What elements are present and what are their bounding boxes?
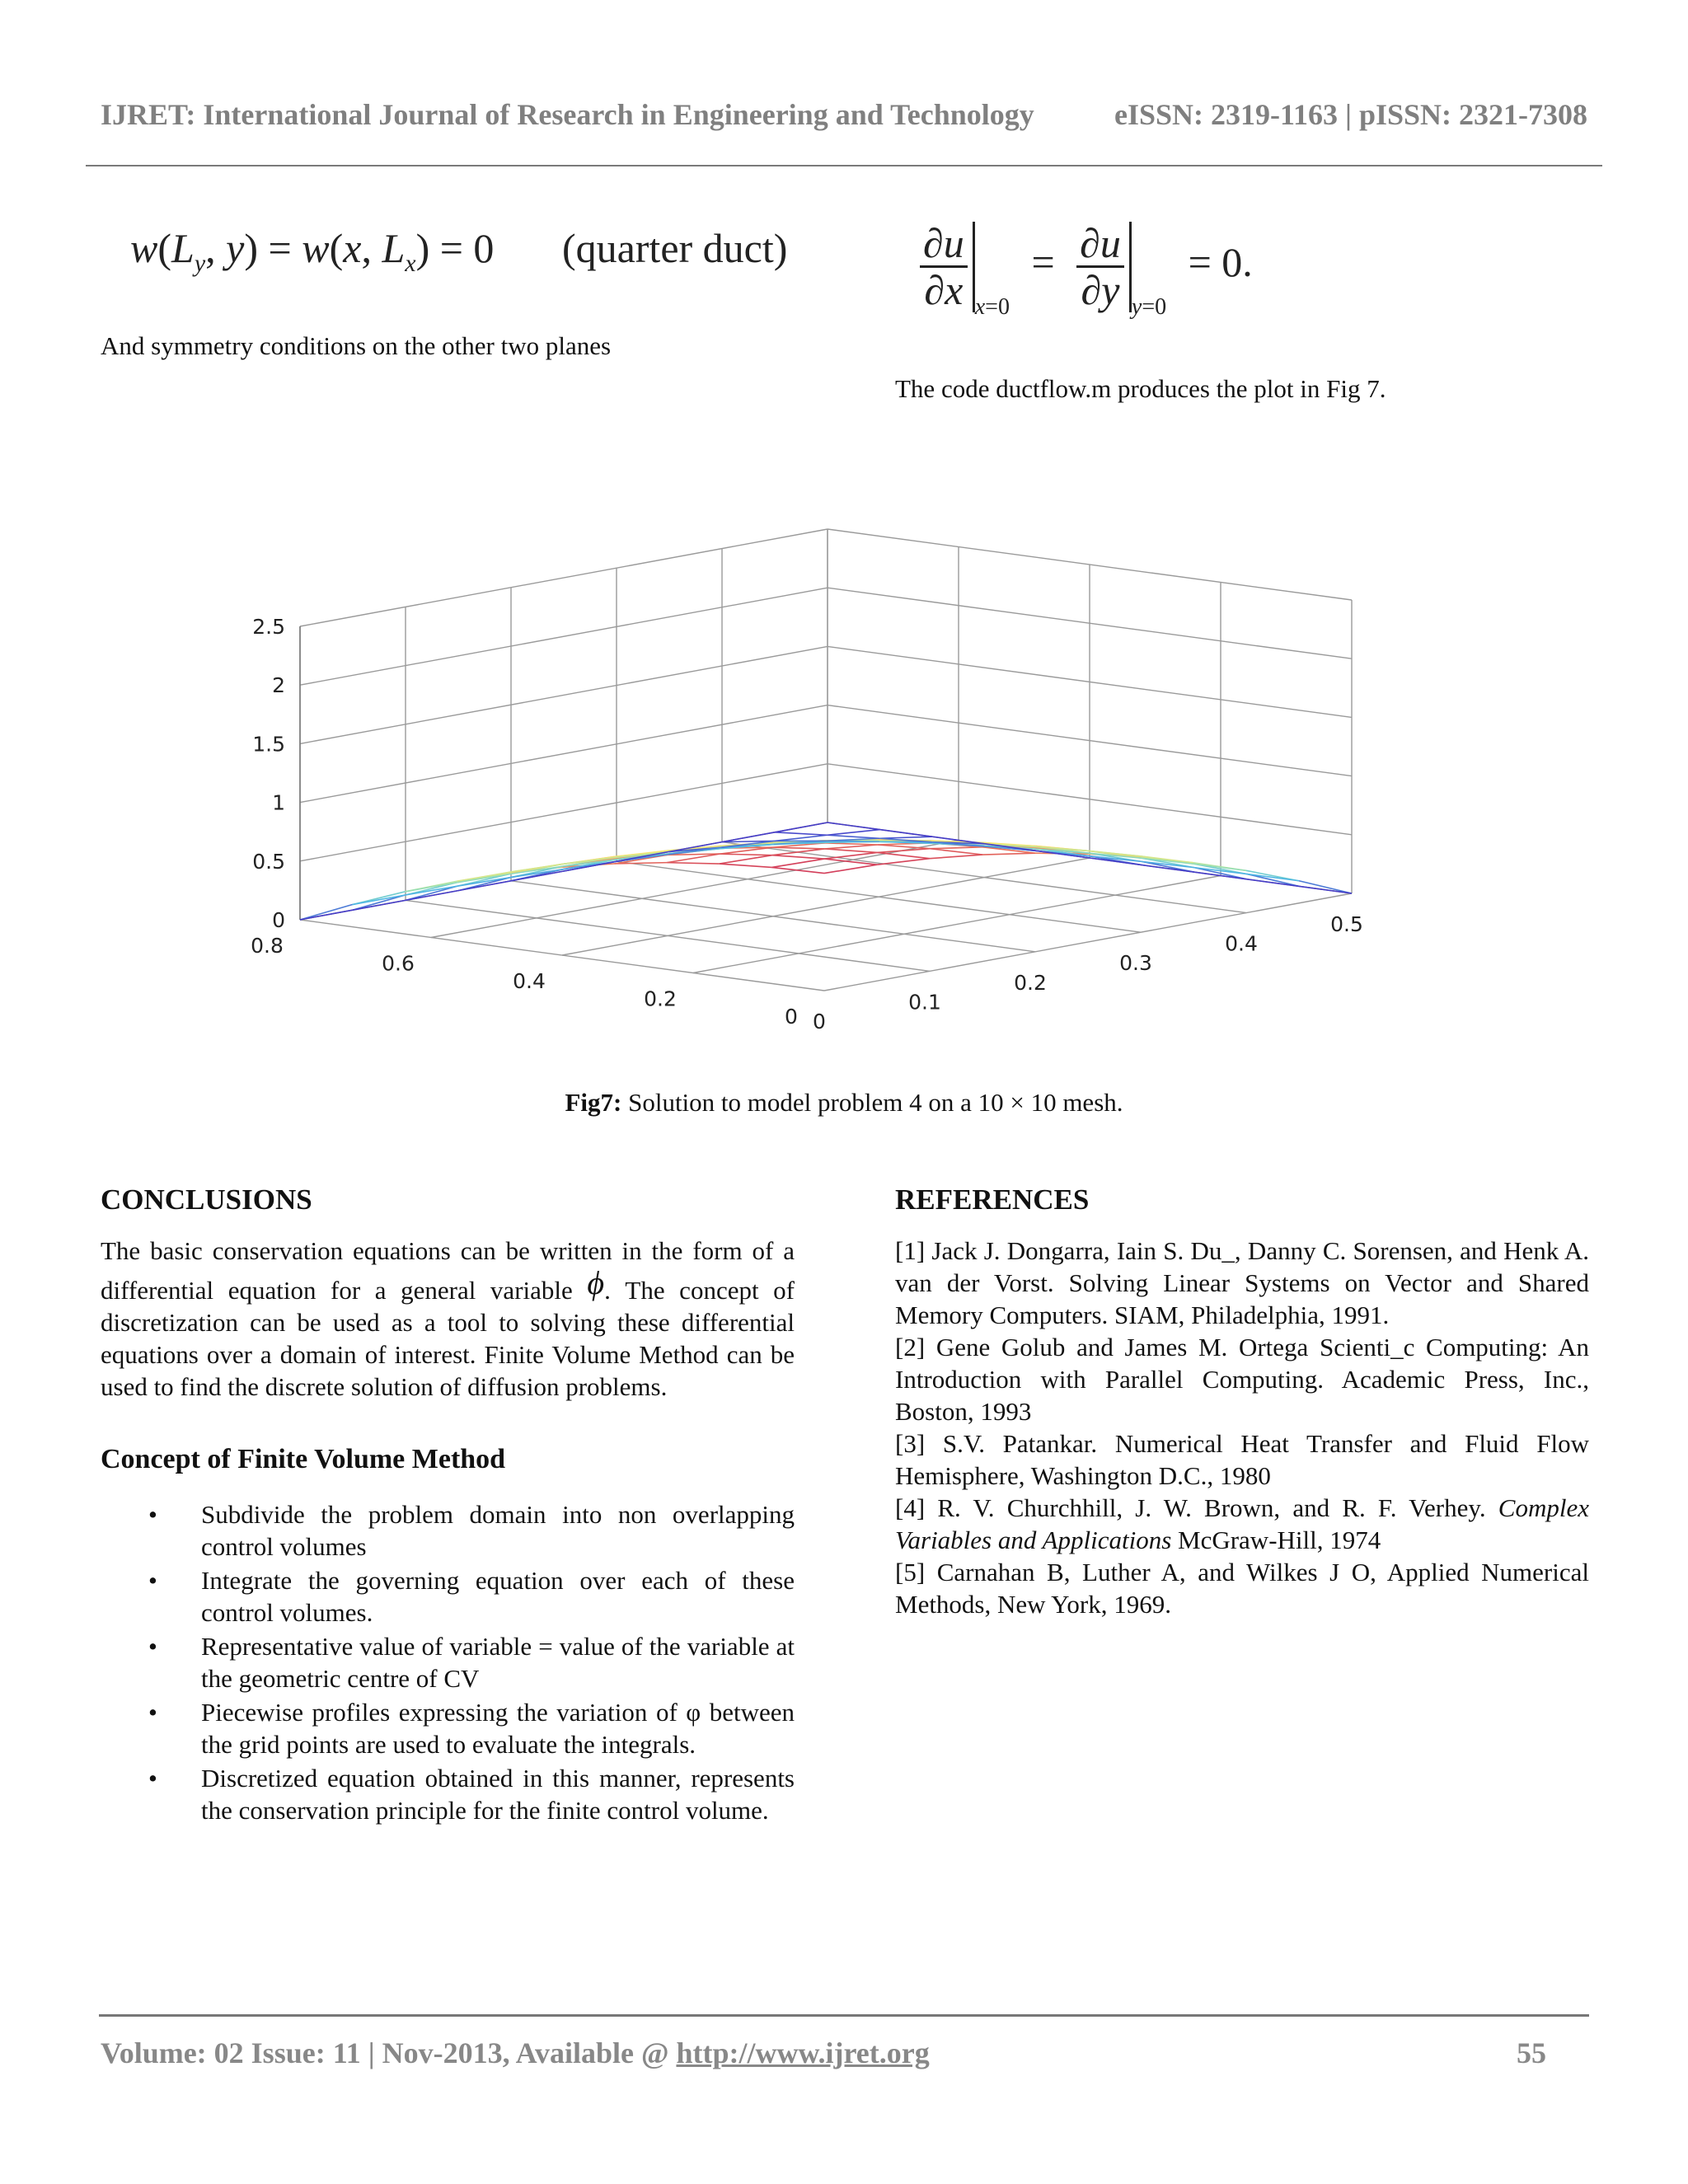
surface-mesh-line — [877, 849, 930, 853]
x-tick-label: 0.1 — [908, 990, 941, 1015]
caption-text: Solution to model problem 4 on a 10 × 10 mesh. — [621, 1088, 1123, 1117]
figure-7 — [251, 429, 1451, 1038]
header-divider — [86, 165, 1602, 166]
y-tick-label: 0 — [785, 1005, 798, 1029]
wall-grid-line — [300, 529, 828, 626]
x-tick-label: 0.4 — [1225, 931, 1258, 956]
conclusions-paragraph — [101, 1235, 795, 1403]
surface-mesh-line — [930, 847, 982, 849]
z-tick-label: 0.5 — [252, 849, 285, 874]
bullet-icon: • — [148, 1632, 157, 1661]
wall-grid-line — [300, 588, 828, 685]
surface-mesh-line — [667, 863, 720, 864]
y-tick-label: 0.4 — [513, 969, 546, 993]
surface-mesh-line — [879, 837, 932, 838]
surface-mesh-line — [930, 849, 982, 855]
surface-mesh-line — [880, 830, 933, 837]
phi-symbol: ϕ — [587, 1264, 605, 1301]
symmetry-paragraph: And symmetry conditions on the other two planes — [101, 331, 612, 360]
references-heading: REFERENCES — [895, 1183, 1090, 1216]
footer-divider — [99, 2014, 1589, 2017]
conclusions-text-1: The basic conservation equations can be written in the form of a differential equation for a general variable — [101, 1236, 795, 1305]
surface-mesh-line — [982, 853, 1035, 855]
reference-item: [3] S.V. Patankar. Numerical Heat Transfer and Fluid Flow Hemisphere, Washington D.C., 1980 — [895, 1429, 1589, 1490]
list-item: • Piecewise profiles expressing the variation of φ between the grid points are used to evaluate the integrals. — [148, 1698, 795, 1759]
x-tick-label: 0.2 — [1014, 970, 1047, 995]
surface-mesh-line — [458, 881, 511, 891]
floor-grid-line — [824, 893, 1352, 991]
surface-mesh-line — [828, 835, 880, 838]
z-tick-label: 1.5 — [252, 732, 285, 757]
reference-item: [2] Gene Golub and James M. Ortega Scienti_c Computing: An Introduction with Parallel Computing. Academic Press, Inc., Boston, 1993 — [895, 1333, 1589, 1426]
z-tick-label: 2.5 — [252, 615, 285, 639]
surface-mesh-line — [720, 854, 772, 855]
surface-mesh-line — [406, 891, 458, 901]
z-tick-label: 2 — [272, 673, 285, 698]
surface-mesh-line — [877, 859, 930, 865]
wall-grid-line — [300, 646, 828, 743]
bullet-icon: • — [148, 1698, 157, 1727]
list-item: • Representative value of variable = value of the variable at the geometric centre of CV — [148, 1632, 795, 1693]
surface-mesh-line — [720, 855, 772, 864]
x-tick-label: 0.3 — [1119, 951, 1152, 976]
page-footer — [101, 2036, 1546, 2070]
boundary-equation: $w(L_y$, y) = w(x, $L_x) = 0$ (quarter duct) — [130, 225, 788, 277]
surface-mesh-line — [775, 823, 828, 832]
surface-mesh-line — [775, 832, 828, 835]
issn-label: eISSN: 2319-1163 | pISSN: 2321-7308 — [1114, 98, 1587, 131]
z-tick-label: 1 — [272, 790, 285, 815]
concept-list — [101, 1498, 795, 1828]
bullet-icon: • — [148, 1566, 157, 1595]
surface-mesh-line — [772, 855, 825, 859]
reference-item: [1] Jack J. Dongarra, Iain S. Du_, Danny C. Sorensen, and Henk A. van der Vorst. Solving Linear Systems on Vector and Shared Memory Computers. SIAM, Philadelphia, 1991. — [895, 1236, 1589, 1329]
reference-item: [5] Carnahan B, Luther A, and Wilkes J O, Applied Numerical Methods, New York, 1969. — [895, 1558, 1589, 1619]
list-item: • Integrate the governing equation over each of these control volumes. — [148, 1566, 795, 1627]
x-tick-label: 0 — [813, 1010, 826, 1033]
y-tick-label: 0.6 — [382, 951, 415, 976]
caption-label: Fig7: — [565, 1088, 622, 1117]
y-tick-label: 0.8 — [251, 934, 284, 958]
volume-info: Volume: 02 Issue: 11 | Nov-2013, Available @ — [101, 2036, 677, 2069]
surface-mesh-line — [824, 865, 877, 873]
list-item: • Discretized equation obtained in this manner, represents the conservation principle for the finite control volume. — [148, 1764, 795, 1825]
concept-heading: Concept of Finite Volume Method — [101, 1444, 506, 1474]
reference-item: [4] R. V. Churchhill, J. W. Brown, and R. F. Verhey. Complex Variables and Applications McGraw-Hill, 1974 — [895, 1493, 1589, 1554]
conclusions-heading: CONCLUSIONS — [101, 1183, 312, 1216]
y-tick-label: 0.2 — [644, 987, 677, 1011]
list-item: • Subdivide the problem domain into non overlapping control volumes — [148, 1500, 795, 1561]
figure-caption — [0, 1088, 1688, 1118]
surface-mesh-line — [772, 847, 825, 849]
page-number: 55 — [1517, 2036, 1546, 2069]
x-tick-label: 0.5 — [1330, 912, 1363, 936]
surface-mesh-line — [353, 900, 406, 910]
wall-grid-line — [300, 705, 828, 803]
code-note-paragraph: The code ductflow.m produces the plot in Fig 7. — [895, 374, 1386, 403]
references-list — [895, 1235, 1589, 1620]
surface-mesh-line — [828, 823, 880, 830]
journal-link[interactable]: http://www.ijret.org — [676, 2036, 930, 2069]
page-header — [101, 97, 1587, 132]
conclusions-text-2: . The concept of discretization can be used as a tool to solving these differential equations over a domain of interest. Finite Volume Method can be used to find the discrete solution of diffusion problems. — [101, 1276, 795, 1401]
surface-plot — [251, 429, 1451, 1038]
symmetry-equation: $\frac{\partial u}{\partial x}$ $_{x=0}$ = $\frac{\partial u}{\partial y}$ $_{y=0}$ = 0. — [920, 221, 1253, 321]
surface-mesh-line — [877, 852, 930, 858]
quarter-duct-note: (quarter duct) — [561, 225, 788, 271]
surface-mesh-line — [720, 864, 772, 867]
bullet-icon: • — [148, 1500, 157, 1529]
surface-mesh-line — [771, 867, 824, 873]
surface-mesh-line — [825, 849, 878, 852]
journal-title: IJRET: International Journal of Research in Engineering and Technology — [101, 98, 1034, 131]
surface-mesh-line — [930, 855, 982, 859]
surface-mesh-line — [825, 845, 878, 849]
surface-mesh-line — [824, 852, 877, 859]
bullet-icon: • — [148, 1764, 157, 1793]
z-tick-label: 0 — [272, 908, 285, 932]
surface-mesh-line — [828, 830, 880, 836]
